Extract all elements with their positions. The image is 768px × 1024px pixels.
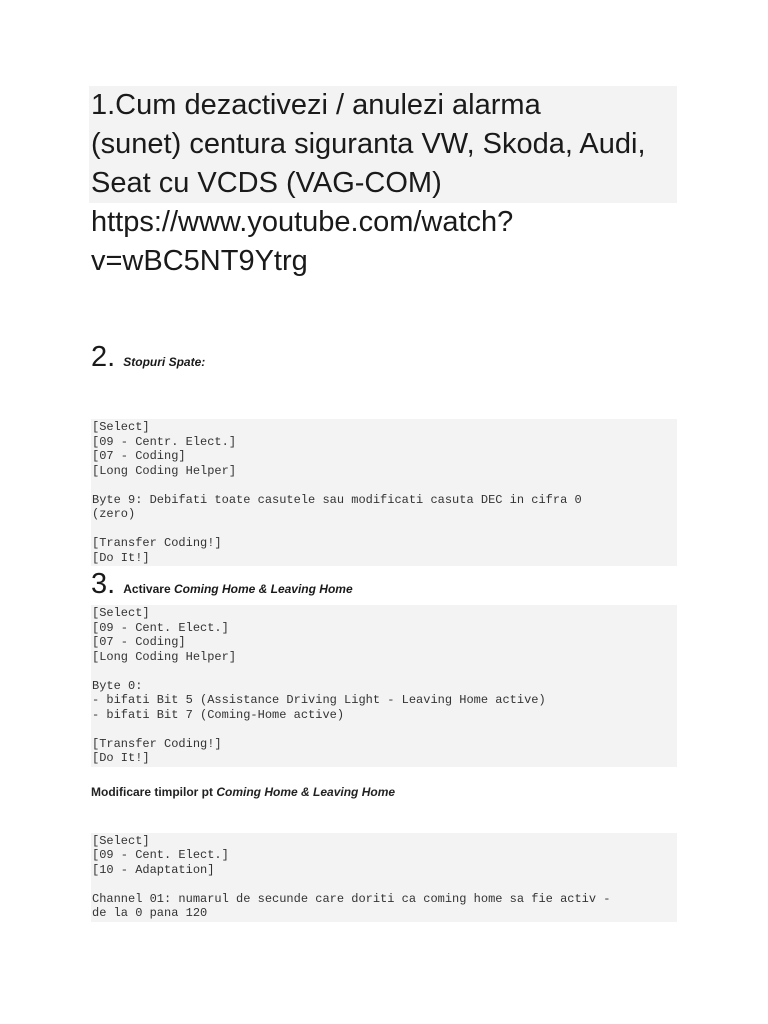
section-2-code-block: [Select] [09 - Centr. Elect.] [07 - Coding] [Long Coding Helper] Byte 9: Debifati toate casutele sau modificati casuta DEC in cifra 0 (zero) [Transfer Coding!] [Do It!] — [91, 419, 677, 566]
section-4-label-plain: Modificare timpilor pt — [91, 784, 217, 799]
section-2-number: 2. — [91, 341, 116, 373]
section-3-number: 3. — [91, 568, 116, 600]
section-4-label-italic: Coming Home & Leaving Home — [216, 784, 396, 799]
youtube-link[interactable]: v=wBC5NT9Ytrg — [91, 245, 308, 277]
section-3-code-block: [Select] [09 - Cent. Elect.] [07 - Coding] [Long Coding Helper] Byte 0: - bifati Bit 5 (Assistance Driving Light - Leaving Home active) - bifati Bit 7 (Coming-Home active) [Transfer Coding!] [Do It!] — [91, 605, 677, 767]
section-3-label-plain: Activare — [123, 582, 174, 596]
section-4-code-block: [Select] [09 - Cent. Elect.] [10 - Adaptation] Channel 01: numarul de secunde care doriti ca coming home sa fie activ - de la 0 pana 120 — [91, 833, 677, 922]
section-1-title-line: Seat cu VCDS (VAG-COM) — [89, 164, 677, 203]
section-3-heading — [91, 568, 677, 605]
document-body — [91, 86, 677, 922]
section-3-label-italic: Coming Home & Leaving Home — [173, 582, 353, 596]
section-1-title-line: 1.Cum dezactivezi / anulezi alarma — [89, 86, 677, 125]
youtube-link[interactable]: https://www.youtube.com/watch? — [91, 206, 514, 238]
section-2-label: Stopuri Spate: — [123, 355, 206, 369]
section-4-heading — [91, 785, 677, 799]
section-2-heading — [91, 341, 677, 378]
section-1 — [91, 86, 677, 281]
section-1-title-line: (sunet) centura siguranta VW, Skoda, Audi, — [89, 125, 677, 164]
